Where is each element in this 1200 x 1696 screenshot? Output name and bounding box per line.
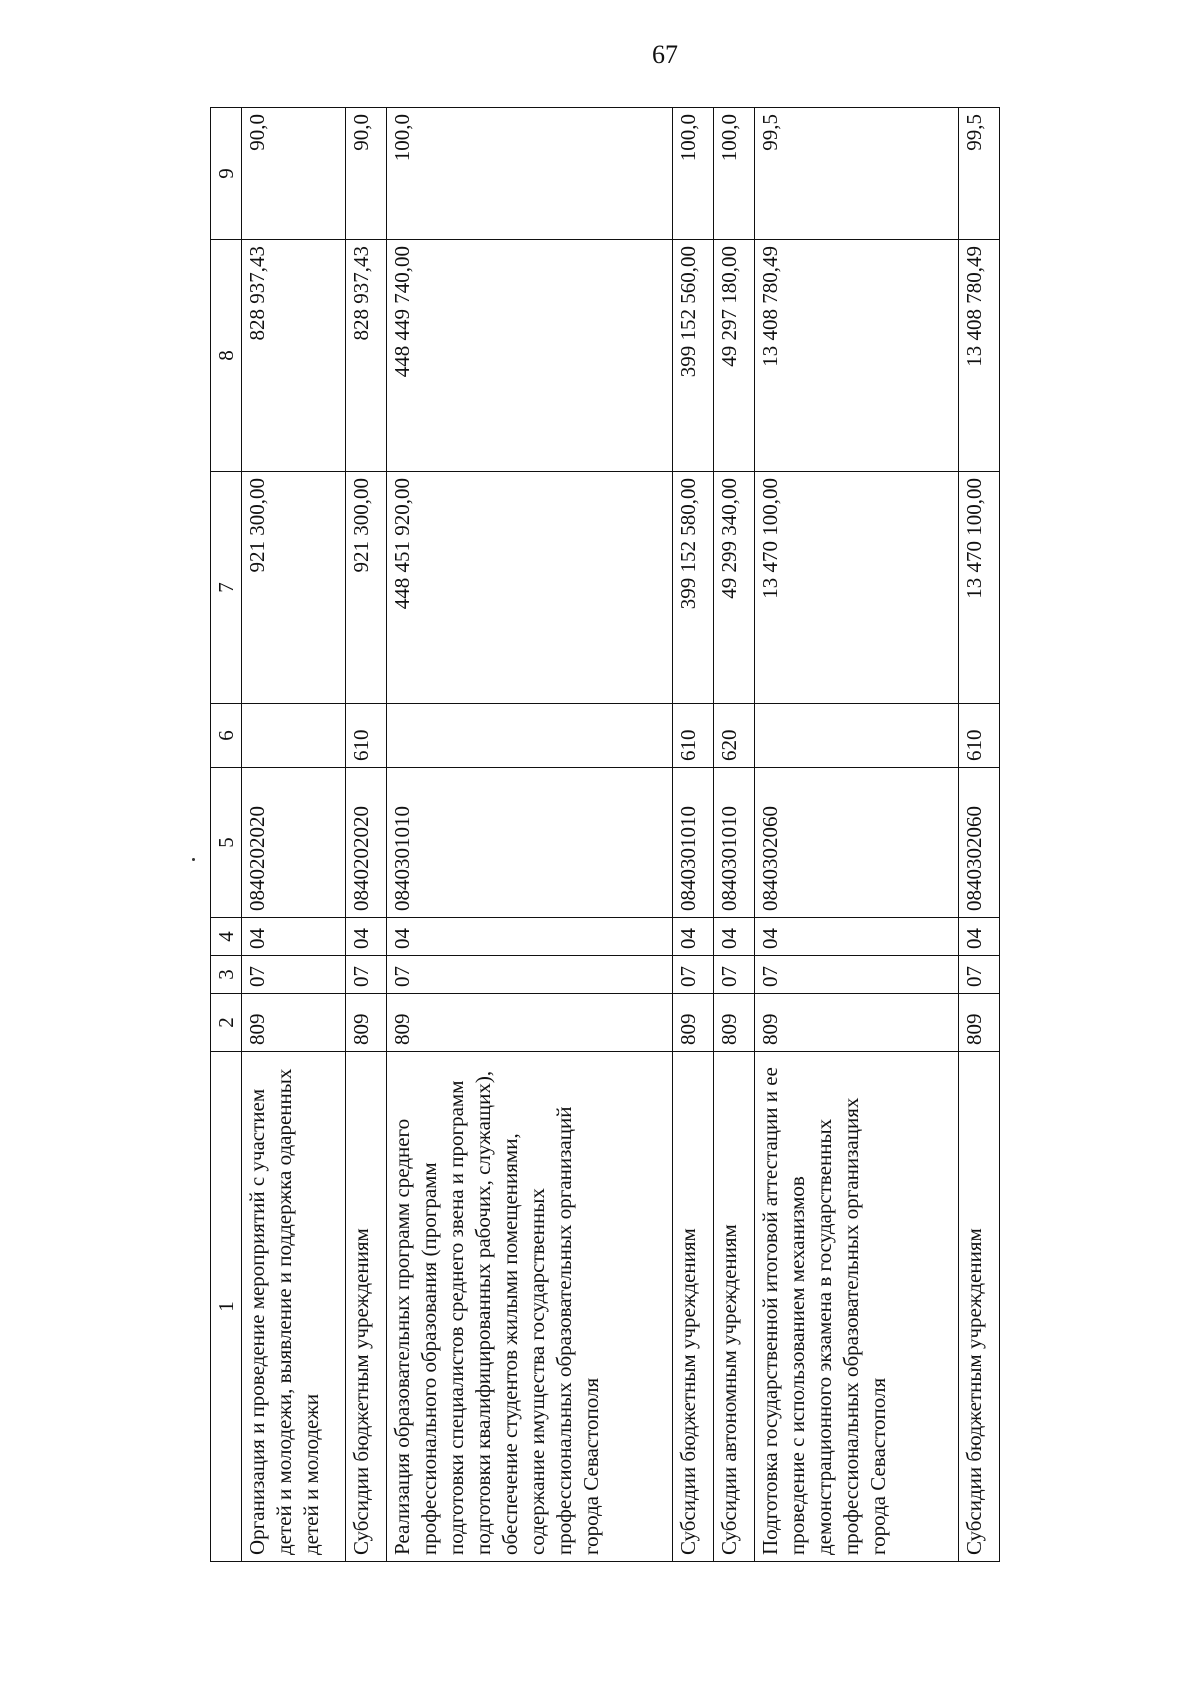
row-percent: 99,5	[958, 108, 999, 240]
row-percent: 100,0	[714, 108, 755, 240]
row-percent: 100,0	[672, 108, 713, 240]
header-row	[211, 108, 242, 1562]
page-number: 67	[652, 40, 678, 69]
row-code-5: 0840202020	[345, 768, 386, 918]
header-cell: 2	[211, 994, 242, 1052]
row-description: Субсидии бюджетным учреждениям	[672, 1052, 713, 1562]
row-plan-amount: 448 451 920,00	[387, 472, 673, 704]
row-actual-amount: 399 152 560,00	[672, 240, 713, 472]
row-code-6	[755, 704, 959, 768]
header-cell: 8	[211, 240, 242, 472]
header-cell: 7	[211, 472, 242, 704]
table-row	[958, 108, 999, 1562]
header-cell: 4	[211, 918, 242, 956]
row-code-5: 0840302060	[958, 768, 999, 918]
row-code-3: 07	[714, 956, 755, 994]
budget-table	[210, 107, 1000, 1562]
row-code-5: 0840302060	[755, 768, 959, 918]
row-code-6	[387, 704, 673, 768]
row-code-2: 809	[242, 994, 346, 1052]
row-actual-amount: 448 449 740,00	[387, 240, 673, 472]
row-code-4: 04	[958, 918, 999, 956]
row-code-3: 07	[958, 956, 999, 994]
row-code-6: 610	[345, 704, 386, 768]
row-code-4: 04	[242, 918, 346, 956]
row-code-4: 04	[672, 918, 713, 956]
row-code-2: 809	[672, 994, 713, 1052]
table-row	[714, 108, 755, 1562]
row-description: Организация и проведение мероприятий с участием детей и молодежи, выявление и поддержка одаренных детей и молодежи	[242, 1052, 346, 1562]
row-code-6	[242, 704, 346, 768]
header-cell: 6	[211, 704, 242, 768]
row-code-5: 0840301010	[714, 768, 755, 918]
row-description: Реализация образовательных программ среднего профессионального образования (программ подготовки специалистов среднего звена и программ подготовки квалифицированных рабочих, служащих), обеспечение студентов жилыми помещениями, содержание имущества государственных профессиональных образовательных организаций города Севастополя	[387, 1052, 673, 1562]
row-percent: 99,5	[755, 108, 959, 240]
table-row	[345, 108, 386, 1562]
row-actual-amount: 13 408 780,49	[755, 240, 959, 472]
row-code-3: 07	[345, 956, 386, 994]
row-code-3: 07	[387, 956, 673, 994]
row-percent: 100,0	[387, 108, 673, 240]
row-description: Субсидии бюджетным учреждениям	[345, 1052, 386, 1562]
row-code-4: 04	[755, 918, 959, 956]
row-code-5: 0840301010	[387, 768, 673, 918]
row-description: Субсидии бюджетным учреждениям	[958, 1052, 999, 1562]
row-code-6: 610	[958, 704, 999, 768]
row-actual-amount: 828 937,43	[345, 240, 386, 472]
row-actual-amount: 49 297 180,00	[714, 240, 755, 472]
rotated-table-container	[210, 108, 1000, 1562]
row-code-2: 809	[755, 994, 959, 1052]
row-code-4: 04	[345, 918, 386, 956]
row-code-4: 04	[387, 918, 673, 956]
row-code-5: 0840202020	[242, 768, 346, 918]
row-actual-amount: 13 408 780,49	[958, 240, 999, 472]
row-description: Подготовка государственной итоговой аттестации и ее проведение с использованием механизмов демонстрационного экзамена в государственных профессиональных образовательных организациях города Севастополя	[755, 1052, 959, 1562]
table-row	[242, 108, 346, 1562]
row-code-3: 07	[242, 956, 346, 994]
header-cell: 1	[211, 1052, 242, 1562]
row-code-2: 809	[958, 994, 999, 1052]
row-code-3: 07	[672, 956, 713, 994]
header-cell: 3	[211, 956, 242, 994]
row-plan-amount: 49 299 340,00	[714, 472, 755, 704]
row-code-4: 04	[714, 918, 755, 956]
scan-dot	[192, 858, 195, 861]
row-code-3: 07	[755, 956, 959, 994]
table-row	[755, 108, 959, 1562]
row-actual-amount: 828 937,43	[242, 240, 346, 472]
table-row	[387, 108, 673, 1562]
row-percent: 90,0	[242, 108, 346, 240]
header-cell: 5	[211, 768, 242, 918]
row-code-6: 610	[672, 704, 713, 768]
row-plan-amount: 13 470 100,00	[755, 472, 959, 704]
table-row	[672, 108, 713, 1562]
row-plan-amount: 399 152 580,00	[672, 472, 713, 704]
row-description: Субсидии автономным учреждениям	[714, 1052, 755, 1562]
row-percent: 90,0	[345, 108, 386, 240]
row-code-2: 809	[387, 994, 673, 1052]
row-plan-amount: 921 300,00	[345, 472, 386, 704]
row-plan-amount: 13 470 100,00	[958, 472, 999, 704]
row-code-5: 0840301010	[672, 768, 713, 918]
row-code-2: 809	[714, 994, 755, 1052]
row-plan-amount: 921 300,00	[242, 472, 346, 704]
row-code-6: 620	[714, 704, 755, 768]
row-code-2: 809	[345, 994, 386, 1052]
header-cell: 9	[211, 108, 242, 240]
